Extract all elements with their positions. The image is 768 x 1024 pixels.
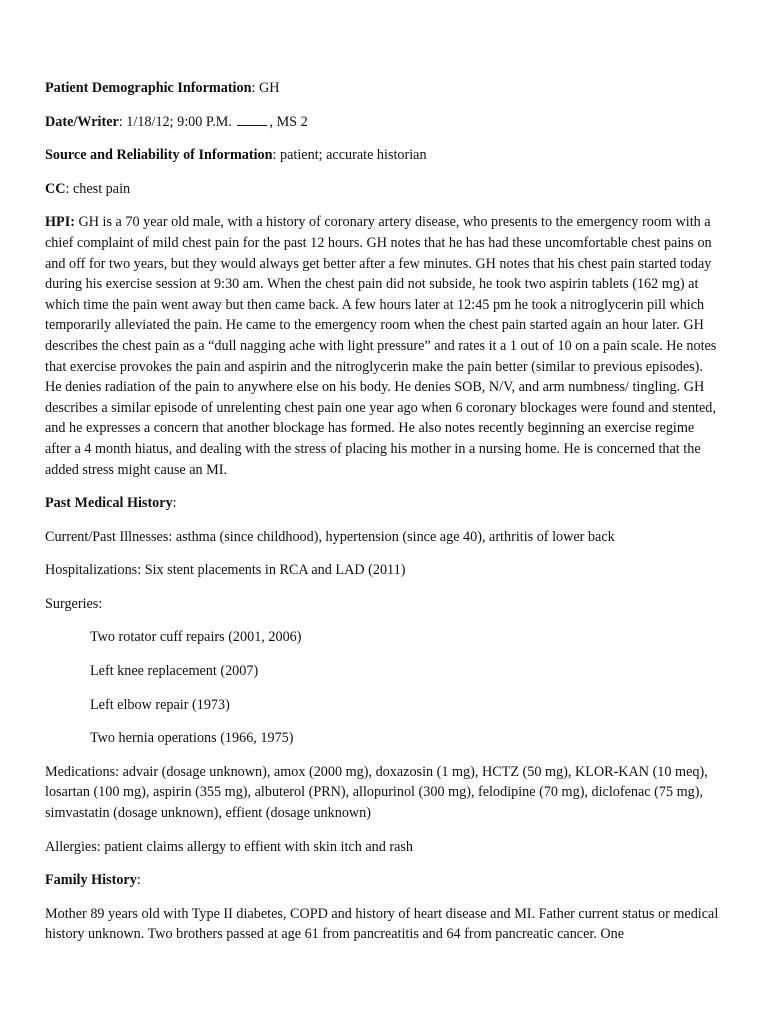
demographics-line: [45, 78, 723, 99]
demographics-label: Patient Demographic Information: [45, 80, 252, 96]
surgeries-label: Surgeries:: [45, 595, 103, 612]
family-heading: [45, 870, 723, 891]
hospitalizations-line: Hospitalizations: Six stent placements in RCA and LAD (2011): [45, 562, 406, 579]
allergies-line: Allergies: patient claims allergy to effient with skin itch and rash: [45, 838, 414, 855]
surgery-item: Left elbow repair (1973): [90, 696, 230, 713]
pmh-label: Past Medical History: [45, 495, 173, 512]
date-writer-label: Date/Writer: [45, 113, 119, 130]
illnesses-line: Current/Past Illnesses: asthma (since childhood), hypertension (since age 40), arthritis of lower back: [45, 528, 615, 545]
date-writer-value-post: , MS 2: [269, 113, 308, 130]
family-label: Family History: [45, 872, 137, 889]
date-writer-line: [45, 112, 723, 133]
surgery-item: Two rotator cuff repairs (2001, 2006): [90, 629, 302, 646]
pmh-heading: [45, 493, 723, 514]
cc-label: CC: [45, 180, 66, 197]
date-writer-value: : 1/18/12; 9:00 P.M.: [118, 113, 236, 130]
demographics-sep: :: [251, 80, 256, 96]
pmh-sep: :: [172, 495, 177, 512]
family-sep: :: [136, 872, 141, 889]
medications-paragraph: Medications: advair (dosage unknown), amox (2000 mg), doxazosin (1 mg), HCTZ (50 mg), KLOR-KAN (10 meq), losartan (100 mg), aspirin (355 mg), albuterol (PRN), allopurinol (300 mg), felodipine (70 mg), diclofenac (75 mg), simvastatin (dosage unknown), effient (dosage unknown): [45, 763, 708, 822]
writer-blank: [237, 112, 267, 126]
hpi-paragraph: [45, 212, 723, 480]
hpi-label: HPI:: [45, 214, 75, 231]
source-label: Source and Reliability of Information: [45, 147, 273, 164]
cc-value: : chest pain: [65, 180, 131, 197]
hpi-text: GH is a 70 year old male, with a history of coronary artery disease, who presents to the emergency room with a chief complaint of mild chest pain for the past 12 hours. GH notes that he has had these uncomfortable chest pains on and off for two years, but they would always get better after a few minutes. GH notes that his chest pain started today during his exercise session at 9:30 am. When the chest pain did not subside, he took two aspirin tablets (162 mg) at which time the pain went away but then came back. A few hours later at 12:45 pm he took a nitroglycerin pill which temporarily alleviated the pain. He came to the emergency room when the chest pain started again an hour later. GH describes the chest pain as a “dull nagging ache with light pressure” and rates it a 1 out of 10 on a pain scale. He notes that exercise provokes the pain and aspirin and the nitroglycerin make the pain better (similar to previous episodes). He denies radiation of the pain to anywhere else on his body. He denies SOB, N/V, and arm numbness/ tingling. GH describes a similar episode of unrelenting chest pain one year ago when 6 coronary blockages were found and stented, and he expresses a concern that another blockage has formed. He also notes recently beginning an exercise regime after a 4 month hiatus, and dealing with the stress of placing his mother in a nursing home. He is concerned that the added stress might cause an MI.: [45, 214, 717, 478]
family-paragraph: Mother 89 years old with Type II diabetes, COPD and history of heart disease and MI. Father current status or medical history unknown. Two brothers passed at age 61 from pancreatitis and 64 from pancreatic cancer. One: [45, 905, 719, 943]
surgery-item: Left knee replacement (2007): [90, 663, 259, 680]
demographics-value: GH: [255, 80, 280, 96]
source-value: : patient; accurate historian: [272, 147, 427, 164]
cc-line: [45, 179, 723, 200]
surgeries-list: [45, 627, 723, 748]
surgery-item: Two hernia operations (1966, 1975): [90, 730, 294, 747]
source-line: [45, 145, 723, 166]
document-content: [45, 78, 723, 958]
